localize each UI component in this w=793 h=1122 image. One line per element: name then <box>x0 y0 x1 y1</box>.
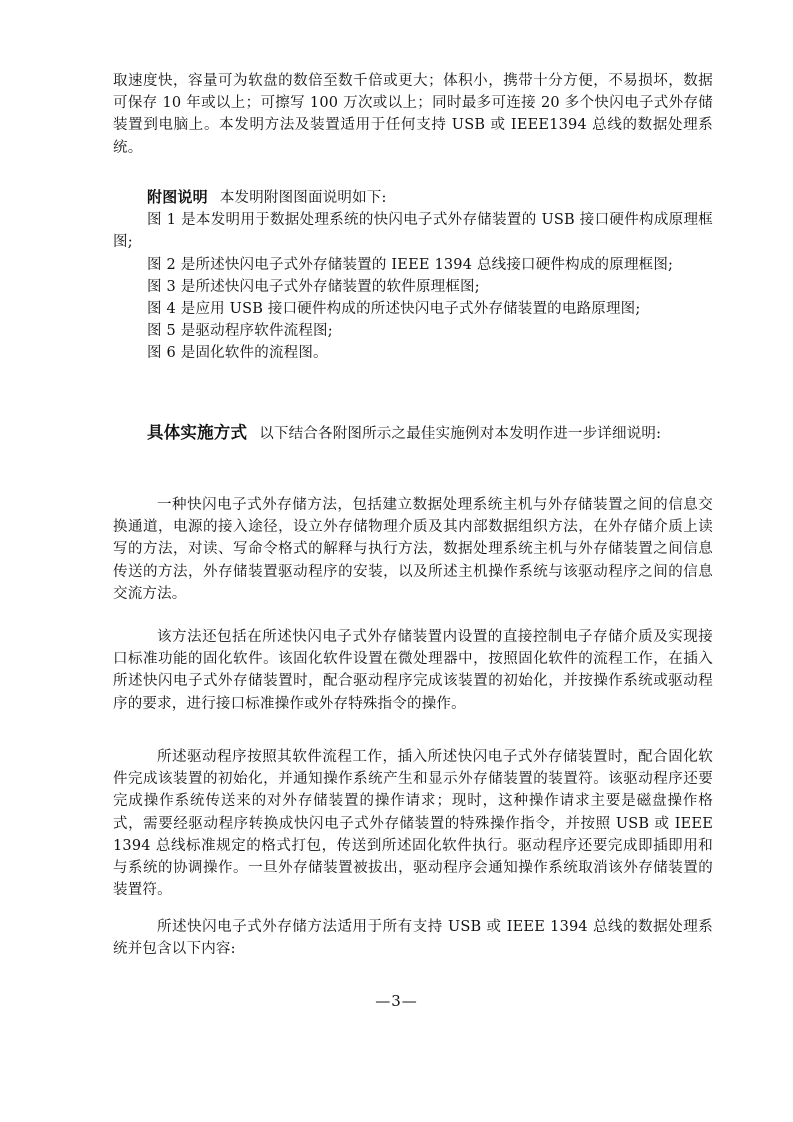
page-number: —3— <box>375 992 418 1010</box>
figure-item: 图 4 是应用 USB 接口硬件构成的所述快闪电子式外存储装置的电路原理图; <box>147 301 641 318</box>
figure-item: 图 6 是固化软件的流程图。 <box>147 345 328 362</box>
figures-heading: 附图说明 <box>147 188 208 206</box>
figures-intro: 本发明附图图面说明如下: <box>219 190 387 206</box>
body-paragraph: 所述快闪电子式外存储方法适用于所有支持 USB 或 IEEE 1394 总线的数据处理系统并包含以下内容: <box>113 919 713 958</box>
figures-heading-line <box>113 186 713 209</box>
body-paragraph: 所述驱动程序按照其软件流程工作，插入所述快闪电子式外存储装置时，配合固化软件完成该装置的初始化，并通知操作系统产生和显示外存储装置的装置符。该驱动程序还要完成操作系统传送来的对外存储装置的操作请求；现时，这种操作请求主要是磁盘操作格式，需要经驱动程序转换成快闪电子式外存储装置的特殊操作指令，并按照 USB 或 IEEE 1394 总线标准规定的格式打包，传送到所述固化软件执行。驱动程序还要完成即插即用和与系统的协调操作。一旦外存储装置被拔出，驱动程序会通知操作系统取消该外存储装置的装置符。 <box>113 749 713 899</box>
figure-item: 图 2 是所述快闪电子式外存储装置的 IEEE 1394 总线接口硬件构成的原理框图; <box>147 256 674 273</box>
embodiment-intro: 以下结合各附图所示之最佳实施例对本发明作进一步详细说明: <box>259 426 662 442</box>
body-paragraph: 一种快闪电子式外存储方法，包括建立数据处理系统主机与外存储装置之间的信息交换通道，电源的接入途径，设立外存储物理介质及其内部数据组织方法，在外存储介质上读写的方法，对读、写命令格式的解释与执行方法，数据处理系统主机与外存储装置之间信息传送的方法，外存储装置驱动程序的安装，以及所述主机操作系统与该驱动程序之间的信息交流方法。 <box>113 497 713 602</box>
embodiment-heading-line <box>113 422 713 445</box>
embodiment-heading: 具体实施方式 <box>147 423 248 442</box>
figure-item: 图 1 是本发明用于数据处理系统的快闪电子式外存储装置的 USB 接口硬件构成原理框图; <box>113 212 713 251</box>
figure-item: 图 5 是驱动程序软件流程图; <box>147 323 333 340</box>
intro-paragraph: 取速度快，容量可为软盘的数倍至数千倍或更大；体积小，携带十分方便，不易损坏，数据可保存 10 年或以上；可擦写 100 万次或以上；同时最多可连接 20 多个快闪电子式外存储装置到电脑上。本发明方法及装置适用于任何支持 USB 或 IEEE1394 总线的数据处理系统。 <box>113 73 713 156</box>
embodiment-section <box>113 422 713 445</box>
figures-section <box>113 186 713 365</box>
figure-item: 图 3 是所述快闪电子式外存储装置的软件原理框图; <box>147 278 480 295</box>
body-paragraph: 该方法还包括在所述快闪电子式外存储装置内设置的直接控制电子存储介质及实现接口标准功能的固化软件。该固化软件设置在微处理器中，按照固化软件的流程工作，在插入所述快闪电子式外存储装置时，配合驱动程序完成该装置的初始化，并按操作系统或驱动程序的要求，进行接口标准操作或外存特殊指令的操作。 <box>113 629 713 712</box>
